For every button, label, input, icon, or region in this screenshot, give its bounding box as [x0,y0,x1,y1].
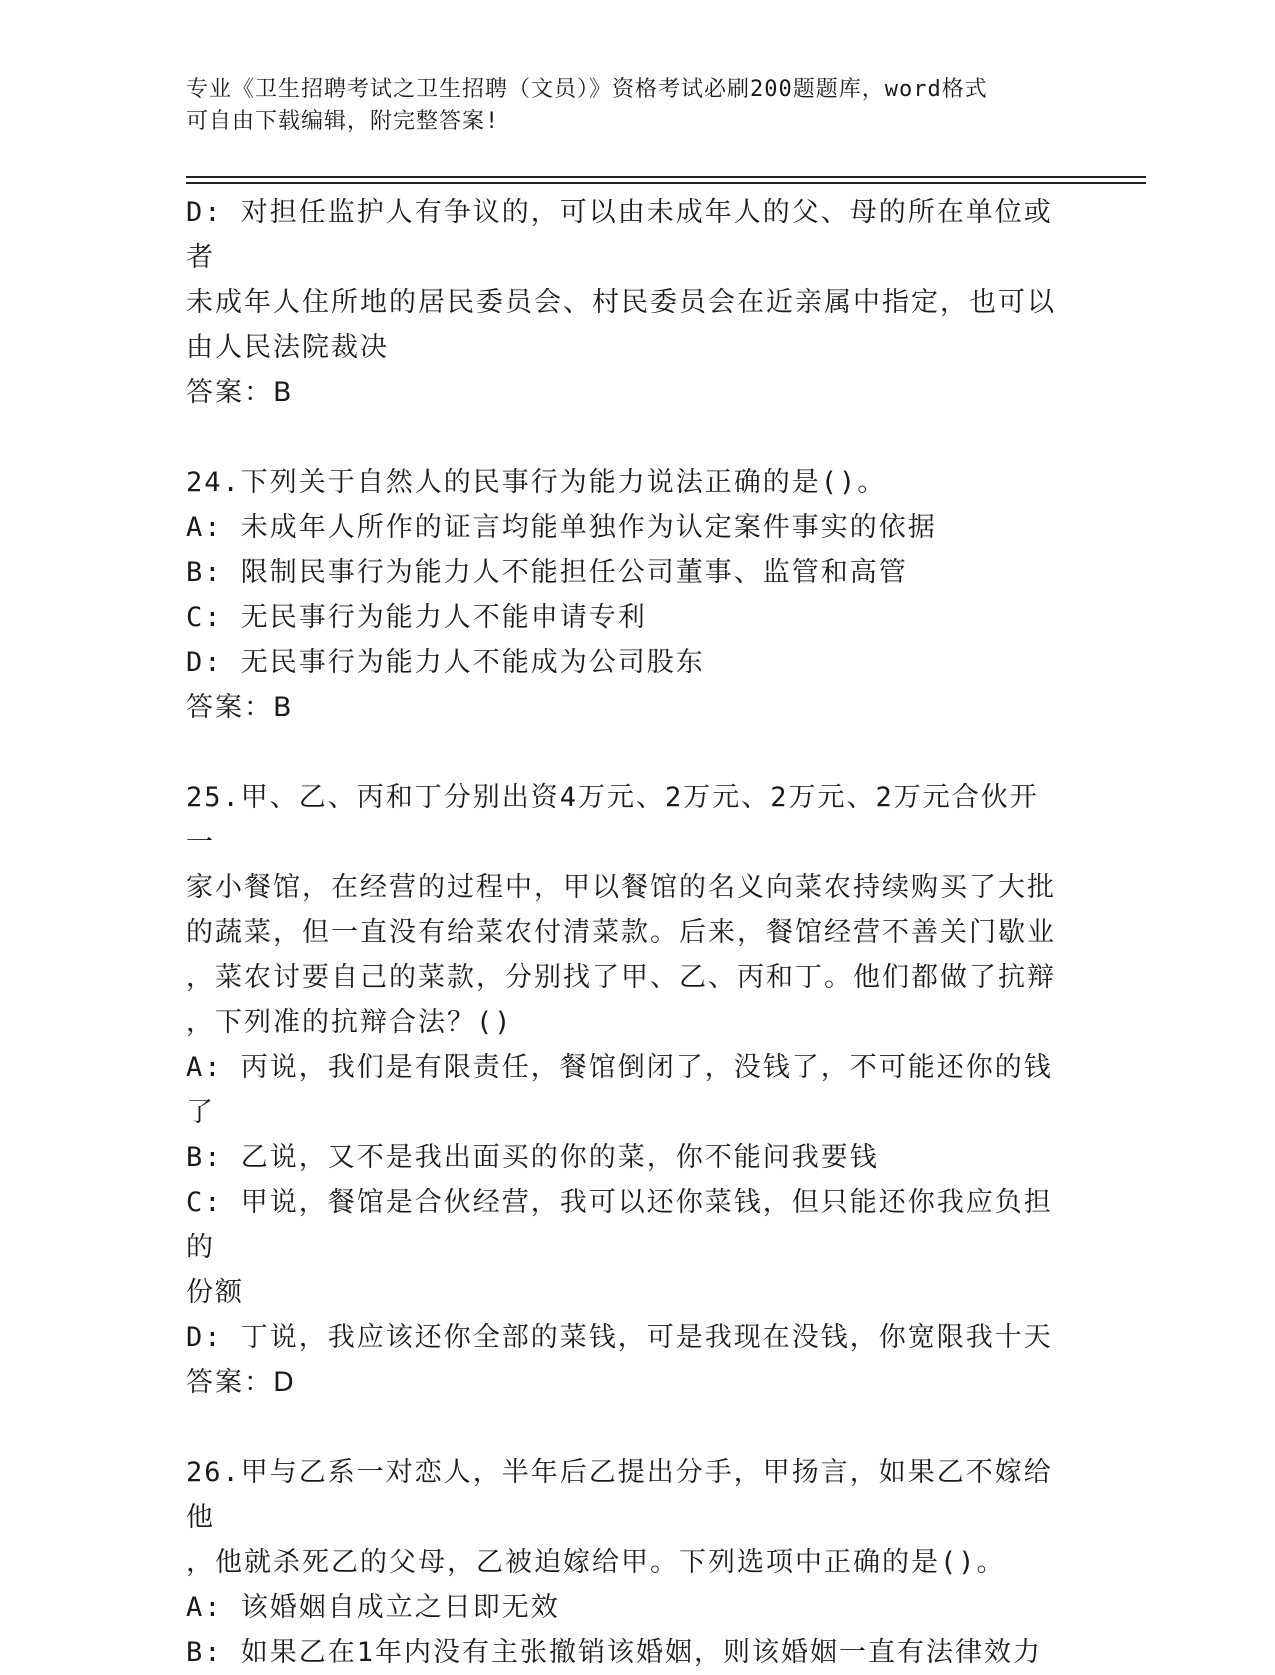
question-25 [186,775,1066,1405]
option-d: D: 丁说，我应该还你全部的菜钱，可是我现在没钱，你宽限我十天 [186,1322,1053,1353]
question-stem-line: ，下列准的抗辩合法？() [186,1007,513,1038]
option-b: B: 乙说，又不是我出面买的你的菜，你不能问我要钱 [186,1142,879,1173]
option-a: A: 未成年人所作的证言均能单独作为认定案件事实的依据 [186,512,937,543]
answer-line: 答案：B [186,692,294,723]
answer-line: 答案：B [186,377,294,408]
option-c-line: 份额 [186,1277,244,1308]
option-d-line: 由人民法院裁决 [186,332,389,363]
header-line-2: 可自由下载编辑，附完整答案! [186,109,500,134]
question-24 [186,460,1066,730]
header-line-1: 专业《卫生招聘考试之卫生招聘（文员）》资格考试必刷200题题库，word格式 [186,77,988,102]
question-stem-line: 26.甲与乙系一对恋人，半年后乙提出分手，甲扬言，如果乙不嫁给他 [186,1457,1053,1533]
question-content [186,190,1066,1675]
question-stem: 24.下列关于自然人的民事行为能力说法正确的是()。 [186,467,887,498]
document-header [186,74,1066,138]
option-d: D: 无民事行为能力人不能成为公司股东 [186,647,705,678]
option-b: B: 如果乙在1年内没有主张撤销该婚姻，则该婚姻一直有法律效力 [186,1637,1043,1668]
spacer [186,730,1066,775]
spacer [186,415,1066,460]
question-23-tail [186,190,1066,415]
question-26 [186,1450,1066,1675]
option-a: A: 该婚姻自成立之日即无效 [186,1592,560,1623]
option-c-line: C: 甲说，餐馆是合伙经营，我可以还你菜钱，但只能还你我应负担的 [186,1187,1053,1263]
question-stem-line: 的蔬菜，但一直没有给菜农付清菜款。后来，餐馆经营不善关门歇业 [186,917,1056,948]
answer-line: 答案：D [186,1367,296,1398]
question-stem-line: ，菜农讨要自己的菜款，分别找了甲、乙、丙和丁。他们都做了抗辩 [186,962,1056,993]
option-c: C: 无民事行为能力人不能申请专利 [186,602,647,633]
option-d-line: 未成年人住所地的居民委员会、村民委员会在近亲属中指定，也可以 [186,287,1056,318]
question-stem-line: 家小餐馆，在经营的过程中，甲以餐馆的名义向菜农持续购买了大批 [186,872,1056,903]
header-divider-top [186,176,1146,178]
question-stem-line: 25.甲、乙、丙和丁分别出资4万元、2万元、2万元、2万元合伙开一 [186,782,1039,858]
option-d-line: D: 对担任监护人有争议的，可以由未成年人的父、母的所在单位或者 [186,197,1053,273]
option-a: A: 丙说，我们是有限责任，餐馆倒闭了，没钱了，不可能还你的钱了 [186,1052,1053,1128]
question-stem-line: ，他就杀死乙的父母，乙被迫嫁给甲。下列选项中正确的是()。 [186,1547,1006,1578]
option-b: B: 限制民事行为能力人不能担任公司董事、监管和高管 [186,557,908,588]
header-divider-bottom [186,182,1146,184]
spacer [186,1405,1066,1450]
